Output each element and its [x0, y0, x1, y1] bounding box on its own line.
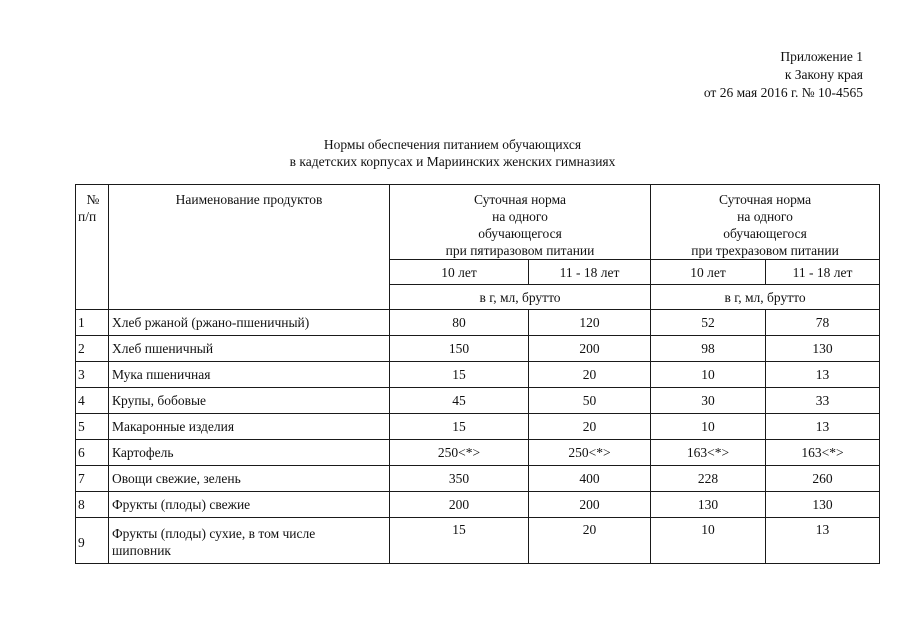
value-three-meals-11-18: 260 — [766, 466, 880, 492]
value-five-meals-11-18: 120 — [529, 310, 651, 336]
value-three-meals-11-18: 33 — [766, 388, 880, 414]
value-three-meals-10: 30 — [651, 388, 766, 414]
value-three-meals-10: 10 — [651, 362, 766, 388]
row-number: 5 — [76, 414, 109, 440]
value-five-meals-10: 15 — [390, 414, 529, 440]
value-three-meals-11-18: 130 — [766, 492, 880, 518]
value-three-meals-10: 10 — [651, 518, 766, 564]
header-number-symbol: № — [86, 192, 100, 207]
value-five-meals-10: 150 — [390, 336, 529, 362]
header-group-line: при пятиразовом питании — [445, 243, 595, 258]
header-group-line: при трехразовом питании — [691, 243, 839, 258]
value-five-meals-10: 45 — [390, 388, 529, 414]
value-three-meals-11-18: 130 — [766, 336, 880, 362]
value-five-meals-10: 250<*> — [390, 440, 529, 466]
header-product-name: Наименование продуктов — [109, 185, 390, 310]
value-three-meals-10: 98 — [651, 336, 766, 362]
table-row — [76, 336, 880, 362]
header-unit: в г, мл, брутто — [390, 285, 651, 310]
row-number: 9 — [76, 518, 109, 564]
value-five-meals-11-18: 200 — [529, 336, 651, 362]
title-line-2: в кадетских корпусах и Мариинских женских гимназиях — [289, 154, 616, 169]
table-row — [76, 518, 880, 564]
appendix-header — [704, 48, 863, 102]
value-three-meals-11-18: 78 — [766, 310, 880, 336]
header-number-abbr: п/п — [78, 209, 97, 224]
value-three-meals-11-18: 13 — [766, 362, 880, 388]
value-five-meals-10: 15 — [390, 362, 529, 388]
header-group-line: Суточная норма — [718, 192, 812, 207]
table-row — [76, 440, 880, 466]
product-name: Макаронные изделия — [109, 414, 390, 440]
row-number: 1 — [76, 310, 109, 336]
header-number-cell — [76, 185, 109, 310]
header-age-11-18: 11 - 18 лет — [529, 260, 651, 285]
value-three-meals-10: 228 — [651, 466, 766, 492]
appendix-line: Приложение 1 — [780, 49, 863, 64]
product-name: Хлеб пшеничный — [109, 336, 390, 362]
row-number: 4 — [76, 388, 109, 414]
product-name: Овощи свежие, зелень — [109, 466, 390, 492]
value-five-meals-11-18: 400 — [529, 466, 651, 492]
table-row — [76, 388, 880, 414]
value-three-meals-10: 130 — [651, 492, 766, 518]
value-three-meals-10: 10 — [651, 414, 766, 440]
header-five-meals-group — [390, 185, 651, 260]
header-three-meals-group — [651, 185, 880, 260]
table-header-row — [76, 185, 880, 260]
header-age-10: 10 лет — [651, 260, 766, 285]
row-number: 8 — [76, 492, 109, 518]
value-five-meals-10: 80 — [390, 310, 529, 336]
row-number: 2 — [76, 336, 109, 362]
header-age-10: 10 лет — [390, 260, 529, 285]
header-group-line: обучающегося — [478, 226, 562, 241]
row-number: 3 — [76, 362, 109, 388]
value-five-meals-10: 15 — [390, 518, 529, 564]
value-five-meals-11-18: 20 — [529, 414, 651, 440]
value-three-meals-10: 52 — [651, 310, 766, 336]
appendix-law-line: к Закону края — [784, 67, 863, 82]
header-group-line: на одного — [737, 209, 793, 224]
header-unit: в г, мл, брутто — [651, 285, 880, 310]
product-name: Картофель — [109, 440, 390, 466]
header-age-11-18: 11 - 18 лет — [766, 260, 880, 285]
product-name: Крупы, бобовые — [109, 388, 390, 414]
value-five-meals-11-18: 20 — [529, 518, 651, 564]
title-line-1: Нормы обеспечения питанием обучающихся — [323, 137, 582, 152]
value-three-meals-10: 163<*> — [651, 440, 766, 466]
table-row — [76, 414, 880, 440]
product-name: Хлеб ржаной (ржано-пшеничный) — [109, 310, 390, 336]
row-number: 7 — [76, 466, 109, 492]
value-five-meals-11-18: 50 — [529, 388, 651, 414]
document-title — [0, 136, 905, 170]
value-three-meals-11-18: 163<*> — [766, 440, 880, 466]
header-group-line: обучающегося — [723, 226, 807, 241]
product-name-line: Фрукты (плоды) сухие, в том числе — [112, 526, 316, 541]
header-group-line: Суточная норма — [473, 192, 567, 207]
product-name: Фрукты (плоды) свежие — [109, 492, 390, 518]
row-number: 6 — [76, 440, 109, 466]
value-five-meals-11-18: 20 — [529, 362, 651, 388]
value-three-meals-11-18: 13 — [766, 518, 880, 564]
nutrition-norms-table — [75, 184, 880, 564]
table-row — [76, 466, 880, 492]
value-five-meals-11-18: 250<*> — [529, 440, 651, 466]
table-row — [76, 310, 880, 336]
table-row — [76, 362, 880, 388]
appendix-date-line: от 26 мая 2016 г. № 10-4565 — [703, 85, 863, 100]
value-three-meals-11-18: 13 — [766, 414, 880, 440]
product-name — [109, 518, 390, 564]
value-five-meals-10: 350 — [390, 466, 529, 492]
product-name: Мука пшеничная — [109, 362, 390, 388]
header-group-line: на одного — [492, 209, 548, 224]
table-row — [76, 492, 880, 518]
value-five-meals-10: 200 — [390, 492, 529, 518]
product-name-line: шиповник — [112, 543, 171, 558]
value-five-meals-11-18: 200 — [529, 492, 651, 518]
